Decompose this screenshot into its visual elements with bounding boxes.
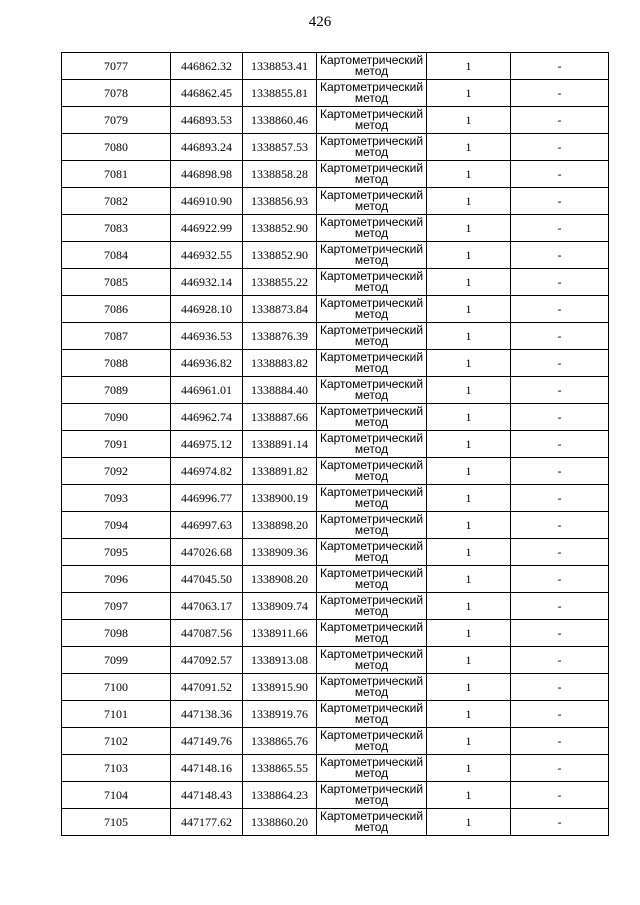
table-row bbox=[62, 188, 609, 215]
note-cell: - bbox=[511, 161, 609, 188]
note-cell: - bbox=[511, 296, 609, 323]
table-row bbox=[62, 512, 609, 539]
count-cell: 1 bbox=[427, 674, 511, 701]
count-cell: 1 bbox=[427, 404, 511, 431]
method-line-2: метод bbox=[354, 604, 389, 618]
count-cell: 1 bbox=[427, 188, 511, 215]
note-cell: - bbox=[511, 755, 609, 782]
point-number-cell: 7104 bbox=[62, 782, 171, 809]
count-cell: 1 bbox=[427, 701, 511, 728]
table-row bbox=[62, 53, 609, 80]
y-coordinate-cell: 1338909.36 bbox=[243, 539, 317, 566]
count-cell: 1 bbox=[427, 53, 511, 80]
y-coordinate-cell: 1338876.39 bbox=[243, 323, 317, 350]
method-cell bbox=[317, 485, 427, 512]
count-cell: 1 bbox=[427, 728, 511, 755]
method-line-1: Картометрический bbox=[319, 350, 424, 364]
count-cell: 1 bbox=[427, 593, 511, 620]
method-line-2: метод bbox=[354, 766, 389, 780]
x-coordinate-cell: 446893.24 bbox=[171, 134, 243, 161]
y-coordinate-cell: 1338908.20 bbox=[243, 566, 317, 593]
table-row bbox=[62, 377, 609, 404]
y-coordinate-cell: 1338864.23 bbox=[243, 782, 317, 809]
method-line-2: метод bbox=[354, 577, 389, 591]
y-coordinate-cell: 1338852.90 bbox=[243, 242, 317, 269]
method-cell bbox=[317, 566, 427, 593]
table-row bbox=[62, 485, 609, 512]
y-coordinate-cell: 1338855.22 bbox=[243, 269, 317, 296]
method-line-1: Картометрический bbox=[319, 404, 424, 418]
point-number-cell: 7078 bbox=[62, 80, 171, 107]
method-line-1: Картометрический bbox=[319, 296, 424, 310]
table-row bbox=[62, 620, 609, 647]
method-line-1: Картометрический bbox=[319, 134, 424, 148]
table-row bbox=[62, 728, 609, 755]
count-cell: 1 bbox=[427, 161, 511, 188]
y-coordinate-cell: 1338860.46 bbox=[243, 107, 317, 134]
x-coordinate-cell: 447087.56 bbox=[171, 620, 243, 647]
count-cell: 1 bbox=[427, 809, 511, 836]
method-cell bbox=[317, 188, 427, 215]
y-coordinate-cell: 1338891.82 bbox=[243, 458, 317, 485]
method-line-2: метод bbox=[354, 91, 389, 105]
method-line-1: Картометрический bbox=[319, 188, 424, 202]
note-cell: - bbox=[511, 458, 609, 485]
count-cell: 1 bbox=[427, 782, 511, 809]
table-row bbox=[62, 269, 609, 296]
count-cell: 1 bbox=[427, 323, 511, 350]
method-line-2: метод bbox=[354, 199, 389, 213]
x-coordinate-cell: 447063.17 bbox=[171, 593, 243, 620]
x-coordinate-cell: 447092.57 bbox=[171, 647, 243, 674]
method-cell bbox=[317, 296, 427, 323]
note-cell: - bbox=[511, 215, 609, 242]
point-number-cell: 7085 bbox=[62, 269, 171, 296]
y-coordinate-cell: 1338919.76 bbox=[243, 701, 317, 728]
table-body bbox=[62, 53, 609, 836]
table-row bbox=[62, 242, 609, 269]
method-cell bbox=[317, 107, 427, 134]
method-cell bbox=[317, 350, 427, 377]
point-number-cell: 7100 bbox=[62, 674, 171, 701]
count-cell: 1 bbox=[427, 242, 511, 269]
note-cell: - bbox=[511, 593, 609, 620]
table-row bbox=[62, 80, 609, 107]
count-cell: 1 bbox=[427, 377, 511, 404]
method-line-1: Картометрический bbox=[319, 701, 424, 715]
method-cell bbox=[317, 80, 427, 107]
point-number-cell: 7090 bbox=[62, 404, 171, 431]
note-cell: - bbox=[511, 539, 609, 566]
method-line-2: метод bbox=[354, 334, 389, 348]
x-coordinate-cell: 446961.01 bbox=[171, 377, 243, 404]
method-line-2: метод bbox=[354, 307, 389, 321]
method-cell bbox=[317, 269, 427, 296]
x-coordinate-cell: 446975.12 bbox=[171, 431, 243, 458]
method-line-1: Картометрический bbox=[319, 674, 424, 688]
method-line-1: Картометрический bbox=[319, 215, 424, 229]
method-line-1: Картометрический bbox=[319, 512, 424, 526]
x-coordinate-cell: 447148.16 bbox=[171, 755, 243, 782]
y-coordinate-cell: 1338873.84 bbox=[243, 296, 317, 323]
point-number-cell: 7082 bbox=[62, 188, 171, 215]
note-cell: - bbox=[511, 323, 609, 350]
method-cell bbox=[317, 647, 427, 674]
note-cell: - bbox=[511, 269, 609, 296]
method-cell bbox=[317, 431, 427, 458]
point-number-cell: 7098 bbox=[62, 620, 171, 647]
point-number-cell: 7101 bbox=[62, 701, 171, 728]
y-coordinate-cell: 1338865.55 bbox=[243, 755, 317, 782]
x-coordinate-cell: 446893.53 bbox=[171, 107, 243, 134]
method-line-2: метод bbox=[354, 172, 389, 186]
table-row bbox=[62, 755, 609, 782]
point-number-cell: 7093 bbox=[62, 485, 171, 512]
method-cell bbox=[317, 242, 427, 269]
table-row bbox=[62, 701, 609, 728]
y-coordinate-cell: 1338860.20 bbox=[243, 809, 317, 836]
method-cell bbox=[317, 161, 427, 188]
y-coordinate-cell: 1338909.74 bbox=[243, 593, 317, 620]
table-row bbox=[62, 809, 609, 836]
x-coordinate-cell: 446910.90 bbox=[171, 188, 243, 215]
table-row bbox=[62, 593, 609, 620]
method-cell bbox=[317, 539, 427, 566]
method-line-2: метод bbox=[354, 253, 389, 267]
note-cell: - bbox=[511, 809, 609, 836]
count-cell: 1 bbox=[427, 215, 511, 242]
method-line-1: Картометрический bbox=[319, 377, 424, 391]
y-coordinate-cell: 1338855.81 bbox=[243, 80, 317, 107]
table-row bbox=[62, 566, 609, 593]
note-cell: - bbox=[511, 566, 609, 593]
x-coordinate-cell: 446936.82 bbox=[171, 350, 243, 377]
point-number-cell: 7083 bbox=[62, 215, 171, 242]
table-row bbox=[62, 107, 609, 134]
x-coordinate-cell: 447177.62 bbox=[171, 809, 243, 836]
y-coordinate-cell: 1338853.41 bbox=[243, 53, 317, 80]
count-cell: 1 bbox=[427, 485, 511, 512]
y-coordinate-cell: 1338898.20 bbox=[243, 512, 317, 539]
method-line-2: метод bbox=[354, 550, 389, 564]
y-coordinate-cell: 1338891.14 bbox=[243, 431, 317, 458]
method-line-1: Картометрический bbox=[319, 620, 424, 634]
point-number-cell: 7089 bbox=[62, 377, 171, 404]
method-line-1: Картометрический bbox=[319, 161, 424, 175]
note-cell: - bbox=[511, 647, 609, 674]
point-number-cell: 7092 bbox=[62, 458, 171, 485]
count-cell: 1 bbox=[427, 647, 511, 674]
method-cell bbox=[317, 701, 427, 728]
point-number-cell: 7096 bbox=[62, 566, 171, 593]
method-line-1: Картометрический bbox=[319, 242, 424, 256]
note-cell: - bbox=[511, 782, 609, 809]
x-coordinate-cell: 446898.98 bbox=[171, 161, 243, 188]
method-line-1: Картометрический bbox=[319, 566, 424, 580]
y-coordinate-cell: 1338858.28 bbox=[243, 161, 317, 188]
y-coordinate-cell: 1338911.66 bbox=[243, 620, 317, 647]
method-line-2: метод bbox=[354, 739, 389, 753]
note-cell: - bbox=[511, 377, 609, 404]
method-line-2: метод bbox=[354, 415, 389, 429]
point-number-cell: 7077 bbox=[62, 53, 171, 80]
x-coordinate-cell: 446932.14 bbox=[171, 269, 243, 296]
count-cell: 1 bbox=[427, 80, 511, 107]
method-cell bbox=[317, 458, 427, 485]
note-cell: - bbox=[511, 404, 609, 431]
method-line-1: Картометрический bbox=[319, 539, 424, 553]
point-number-cell: 7105 bbox=[62, 809, 171, 836]
method-line-1: Картометрический bbox=[319, 728, 424, 742]
y-coordinate-cell: 1338915.90 bbox=[243, 674, 317, 701]
note-cell: - bbox=[511, 674, 609, 701]
note-cell: - bbox=[511, 242, 609, 269]
table-row bbox=[62, 539, 609, 566]
method-line-2: метод bbox=[354, 226, 389, 240]
x-coordinate-cell: 446936.53 bbox=[171, 323, 243, 350]
note-cell: - bbox=[511, 431, 609, 458]
method-line-1: Картометрический bbox=[319, 323, 424, 337]
method-line-2: метод bbox=[354, 469, 389, 483]
point-number-cell: 7081 bbox=[62, 161, 171, 188]
note-cell: - bbox=[511, 53, 609, 80]
method-line-1: Картометрический bbox=[319, 593, 424, 607]
count-cell: 1 bbox=[427, 107, 511, 134]
method-line-1: Картометрический bbox=[319, 782, 424, 796]
method-cell bbox=[317, 620, 427, 647]
count-cell: 1 bbox=[427, 539, 511, 566]
method-cell bbox=[317, 377, 427, 404]
y-coordinate-cell: 1338900.19 bbox=[243, 485, 317, 512]
method-cell bbox=[317, 53, 427, 80]
point-number-cell: 7097 bbox=[62, 593, 171, 620]
note-cell: - bbox=[511, 701, 609, 728]
point-number-cell: 7091 bbox=[62, 431, 171, 458]
y-coordinate-cell: 1338856.93 bbox=[243, 188, 317, 215]
method-line-1: Картометрический bbox=[319, 269, 424, 283]
method-cell bbox=[317, 134, 427, 161]
method-line-2: метод bbox=[354, 118, 389, 132]
point-number-cell: 7088 bbox=[62, 350, 171, 377]
method-line-2: метод bbox=[354, 145, 389, 159]
method-line-2: метод bbox=[354, 64, 389, 78]
x-coordinate-cell: 447026.68 bbox=[171, 539, 243, 566]
count-cell: 1 bbox=[427, 269, 511, 296]
note-cell: - bbox=[511, 620, 609, 647]
count-cell: 1 bbox=[427, 620, 511, 647]
x-coordinate-cell: 446962.74 bbox=[171, 404, 243, 431]
method-line-1: Картометрический bbox=[319, 458, 424, 472]
table-row bbox=[62, 782, 609, 809]
point-number-cell: 7102 bbox=[62, 728, 171, 755]
y-coordinate-cell: 1338883.82 bbox=[243, 350, 317, 377]
point-number-cell: 7095 bbox=[62, 539, 171, 566]
x-coordinate-cell: 446928.10 bbox=[171, 296, 243, 323]
x-coordinate-cell: 446974.82 bbox=[171, 458, 243, 485]
x-coordinate-cell: 447091.52 bbox=[171, 674, 243, 701]
x-coordinate-cell: 447149.76 bbox=[171, 728, 243, 755]
note-cell: - bbox=[511, 188, 609, 215]
method-cell bbox=[317, 755, 427, 782]
table-row bbox=[62, 215, 609, 242]
table-row bbox=[62, 458, 609, 485]
x-coordinate-cell: 447045.50 bbox=[171, 566, 243, 593]
point-number-cell: 7087 bbox=[62, 323, 171, 350]
y-coordinate-cell: 1338887.66 bbox=[243, 404, 317, 431]
point-number-cell: 7080 bbox=[62, 134, 171, 161]
point-number-cell: 7084 bbox=[62, 242, 171, 269]
note-cell: - bbox=[511, 485, 609, 512]
method-line-2: метод bbox=[354, 712, 389, 726]
table-row bbox=[62, 404, 609, 431]
count-cell: 1 bbox=[427, 296, 511, 323]
table-row bbox=[62, 431, 609, 458]
method-cell bbox=[317, 593, 427, 620]
count-cell: 1 bbox=[427, 134, 511, 161]
method-line-1: Картометрический bbox=[319, 80, 424, 94]
method-line-2: метод bbox=[354, 388, 389, 402]
method-line-2: метод bbox=[354, 496, 389, 510]
table-row bbox=[62, 350, 609, 377]
method-line-1: Картометрический bbox=[319, 431, 424, 445]
coordinates-table bbox=[61, 52, 609, 836]
method-line-2: метод bbox=[354, 793, 389, 807]
count-cell: 1 bbox=[427, 458, 511, 485]
method-cell bbox=[317, 323, 427, 350]
method-line-2: метод bbox=[354, 442, 389, 456]
note-cell: - bbox=[511, 107, 609, 134]
method-cell bbox=[317, 404, 427, 431]
count-cell: 1 bbox=[427, 431, 511, 458]
point-number-cell: 7103 bbox=[62, 755, 171, 782]
method-cell bbox=[317, 728, 427, 755]
x-coordinate-cell: 446997.63 bbox=[171, 512, 243, 539]
method-cell bbox=[317, 215, 427, 242]
table-row bbox=[62, 296, 609, 323]
method-line-2: метод bbox=[354, 361, 389, 375]
y-coordinate-cell: 1338852.90 bbox=[243, 215, 317, 242]
method-line-1: Картометрический bbox=[319, 53, 424, 67]
table-row bbox=[62, 161, 609, 188]
x-coordinate-cell: 447148.43 bbox=[171, 782, 243, 809]
point-number-cell: 7086 bbox=[62, 296, 171, 323]
note-cell: - bbox=[511, 728, 609, 755]
y-coordinate-cell: 1338865.76 bbox=[243, 728, 317, 755]
table-row bbox=[62, 323, 609, 350]
point-number-cell: 7094 bbox=[62, 512, 171, 539]
method-line-1: Картометрический bbox=[319, 809, 424, 823]
count-cell: 1 bbox=[427, 566, 511, 593]
method-line-1: Картометрический bbox=[319, 647, 424, 661]
page-number: 426 bbox=[308, 14, 332, 30]
y-coordinate-cell: 1338857.53 bbox=[243, 134, 317, 161]
table-row bbox=[62, 647, 609, 674]
count-cell: 1 bbox=[427, 350, 511, 377]
method-cell bbox=[317, 512, 427, 539]
method-line-2: метод bbox=[354, 631, 389, 645]
x-coordinate-cell: 447138.36 bbox=[171, 701, 243, 728]
point-number-cell: 7099 bbox=[62, 647, 171, 674]
x-coordinate-cell: 446862.45 bbox=[171, 80, 243, 107]
count-cell: 1 bbox=[427, 755, 511, 782]
count-cell: 1 bbox=[427, 512, 511, 539]
method-line-2: метод bbox=[354, 685, 389, 699]
method-cell bbox=[317, 782, 427, 809]
note-cell: - bbox=[511, 350, 609, 377]
note-cell: - bbox=[511, 134, 609, 161]
y-coordinate-cell: 1338884.40 bbox=[243, 377, 317, 404]
x-coordinate-cell: 446996.77 bbox=[171, 485, 243, 512]
table-row bbox=[62, 134, 609, 161]
method-line-1: Картометрический bbox=[319, 755, 424, 769]
method-line-1: Картометрический bbox=[319, 485, 424, 499]
note-cell: - bbox=[511, 80, 609, 107]
x-coordinate-cell: 446932.55 bbox=[171, 242, 243, 269]
note-cell: - bbox=[511, 512, 609, 539]
x-coordinate-cell: 446922.99 bbox=[171, 215, 243, 242]
point-number-cell: 7079 bbox=[62, 107, 171, 134]
method-line-2: метод bbox=[354, 658, 389, 672]
method-line-2: метод bbox=[354, 523, 389, 537]
method-line-1: Картометрический bbox=[319, 107, 424, 121]
method-cell bbox=[317, 674, 427, 701]
method-line-2: метод bbox=[354, 820, 389, 834]
method-line-2: метод bbox=[354, 280, 389, 294]
x-coordinate-cell: 446862.32 bbox=[171, 53, 243, 80]
table-row bbox=[62, 674, 609, 701]
method-cell bbox=[317, 809, 427, 836]
y-coordinate-cell: 1338913.08 bbox=[243, 647, 317, 674]
